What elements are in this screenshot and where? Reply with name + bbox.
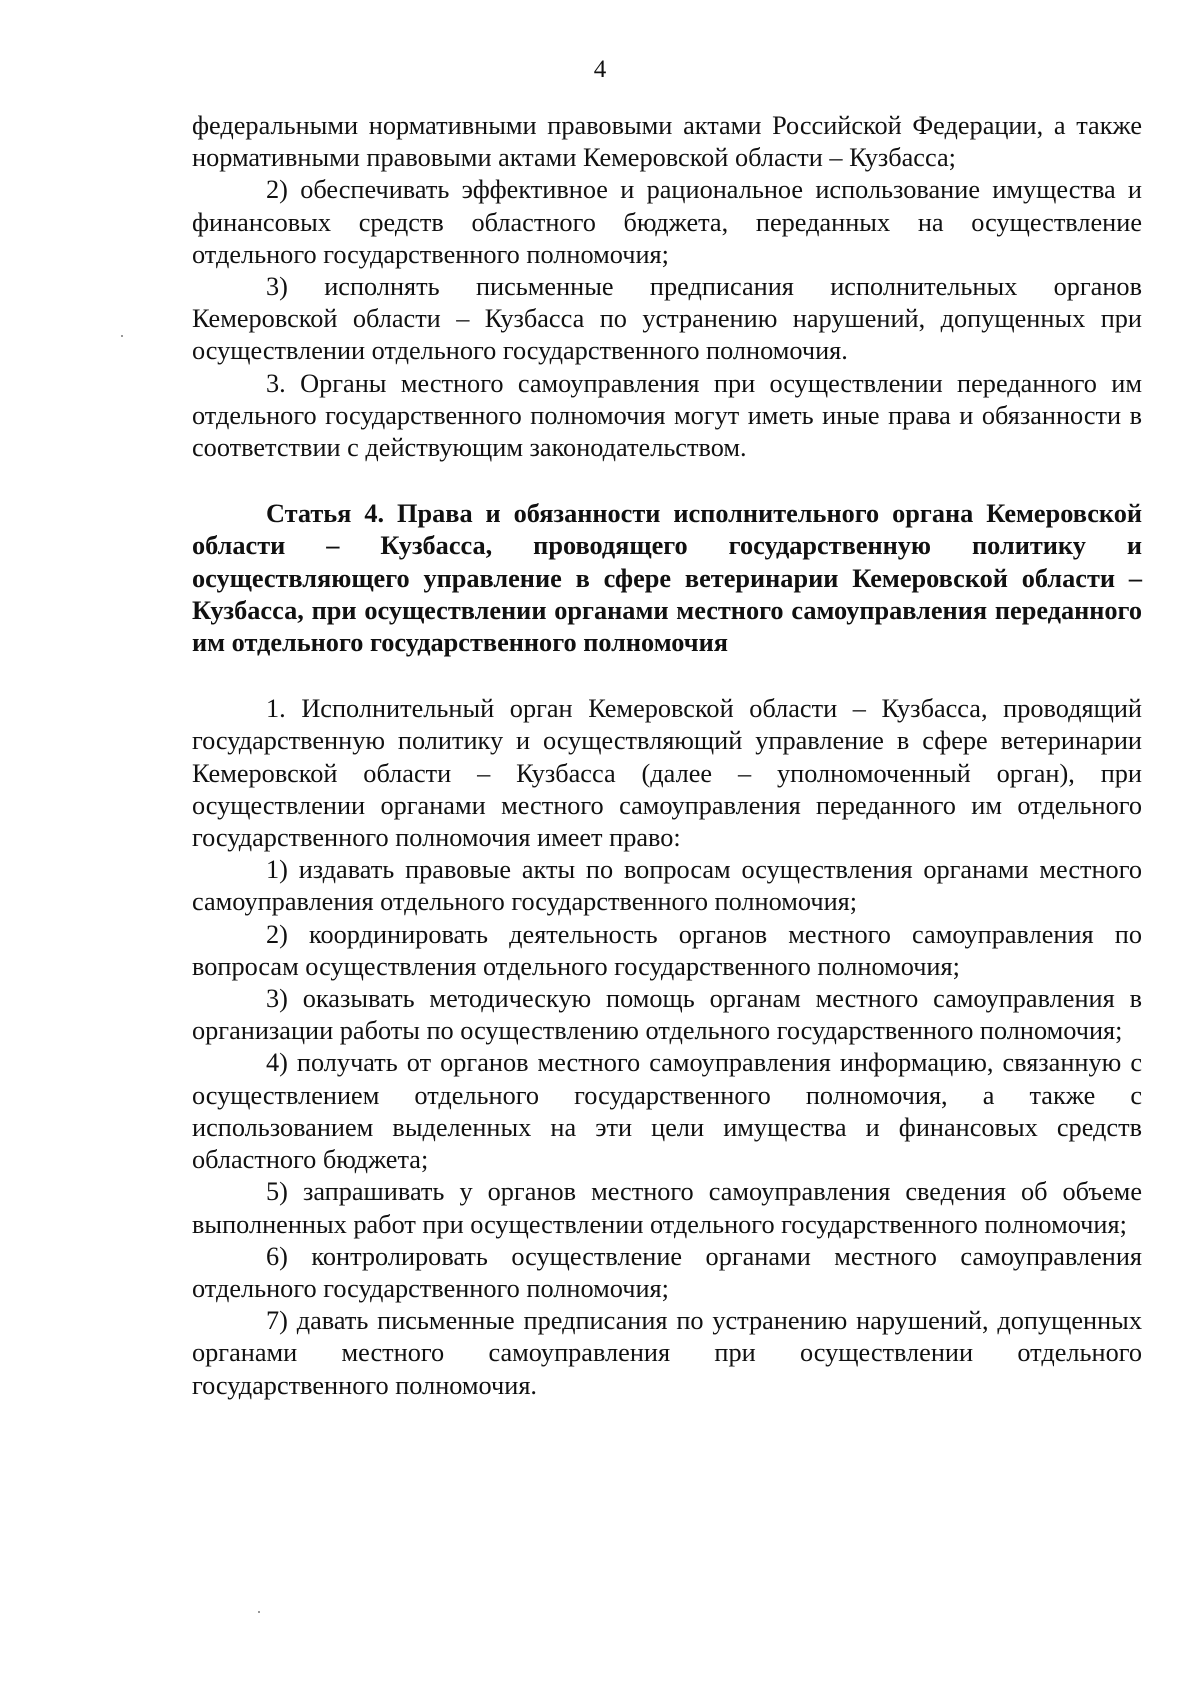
scan-speck: [121, 335, 123, 337]
list-item: 5) запрашивать у органов местного самоуправления сведения об объеме выполненных работ при осуществлении отдельного государственного полномочия;: [192, 1177, 1142, 1239]
list-item: 3) исполнять письменные предписания исполнительных органов Кемеровской области – Кузбасса по устранению нарушений, допущенных при осуществлении отдельного государственного полномочия.: [192, 272, 1142, 366]
paragraph: 3. Органы местного самоуправления при осуществлении переданного им отдельного государственного полномочия могут иметь иные права и обязанности в соответствии с действующим законодательством.: [192, 368, 1142, 463]
list-item: 1) издавать правовые акты по вопросам осуществления органами местного самоуправления отдельного государственного полномочия;: [192, 855, 1142, 917]
paragraph: 1. Исполнительный орган Кемеровской области – Кузбасса, проводящий государственную политику и осуществляющий управление в сфере ветеринарии Кемеровской области – Кузбасса (далее – уполномоченный орган), при осуществлении органами местного самоуправления переданного им отдельного государственного полномочия имеет право:: [192, 694, 1142, 853]
list-item: 3) оказывать методическую помощь органам местного самоуправления в организации работы по осуществлению отдельного государственного полномочия;: [192, 984, 1142, 1046]
paragraph-continuation: федеральными нормативными правовыми актами Российской Федерации, а также нормативными правовыми актами Кемеровской области – Кузбасса;: [192, 111, 1142, 173]
page-number: 4: [593, 56, 607, 83]
list-item: 2) обеспечивать эффективное и рациональное использование имущества и финансовых средств областного бюджета, переданных на осуществление отдельного государственного полномочия;: [192, 175, 1142, 269]
document-body: [192, 110, 1142, 1402]
list-item: 7) давать письменные предписания по устранению нарушений, допущенных органами местного самоуправления при осуществлении отдельного государственного полномочия.: [192, 1306, 1142, 1400]
scan-speck: [258, 1611, 260, 1613]
list-item: 6) контролировать осуществление органами местного самоуправления отдельного государственного полномочия;: [192, 1241, 1142, 1303]
article-heading: Статья 4. Права и обязанности исполнительного органа Кемеровской области – Кузбасса, проводящего государственную политику и осуществляющего управление в сфере ветеринарии Кемеровской области – Кузбасса, при осуществлении органами местного самоуправления переданного им отдельного государственного полномочия: [192, 499, 1142, 658]
list-item: 2) координировать деятельность органов местного самоуправления по вопросам осуществления отдельного государственного полномочия;: [192, 919, 1142, 981]
list-item: 4) получать от органов местного самоуправления информацию, связанную с осуществлением отдельного государственного полномочия, а также с использованием выделенных на эти цели имущества и финансовых средств областного бюджета;: [192, 1048, 1142, 1175]
